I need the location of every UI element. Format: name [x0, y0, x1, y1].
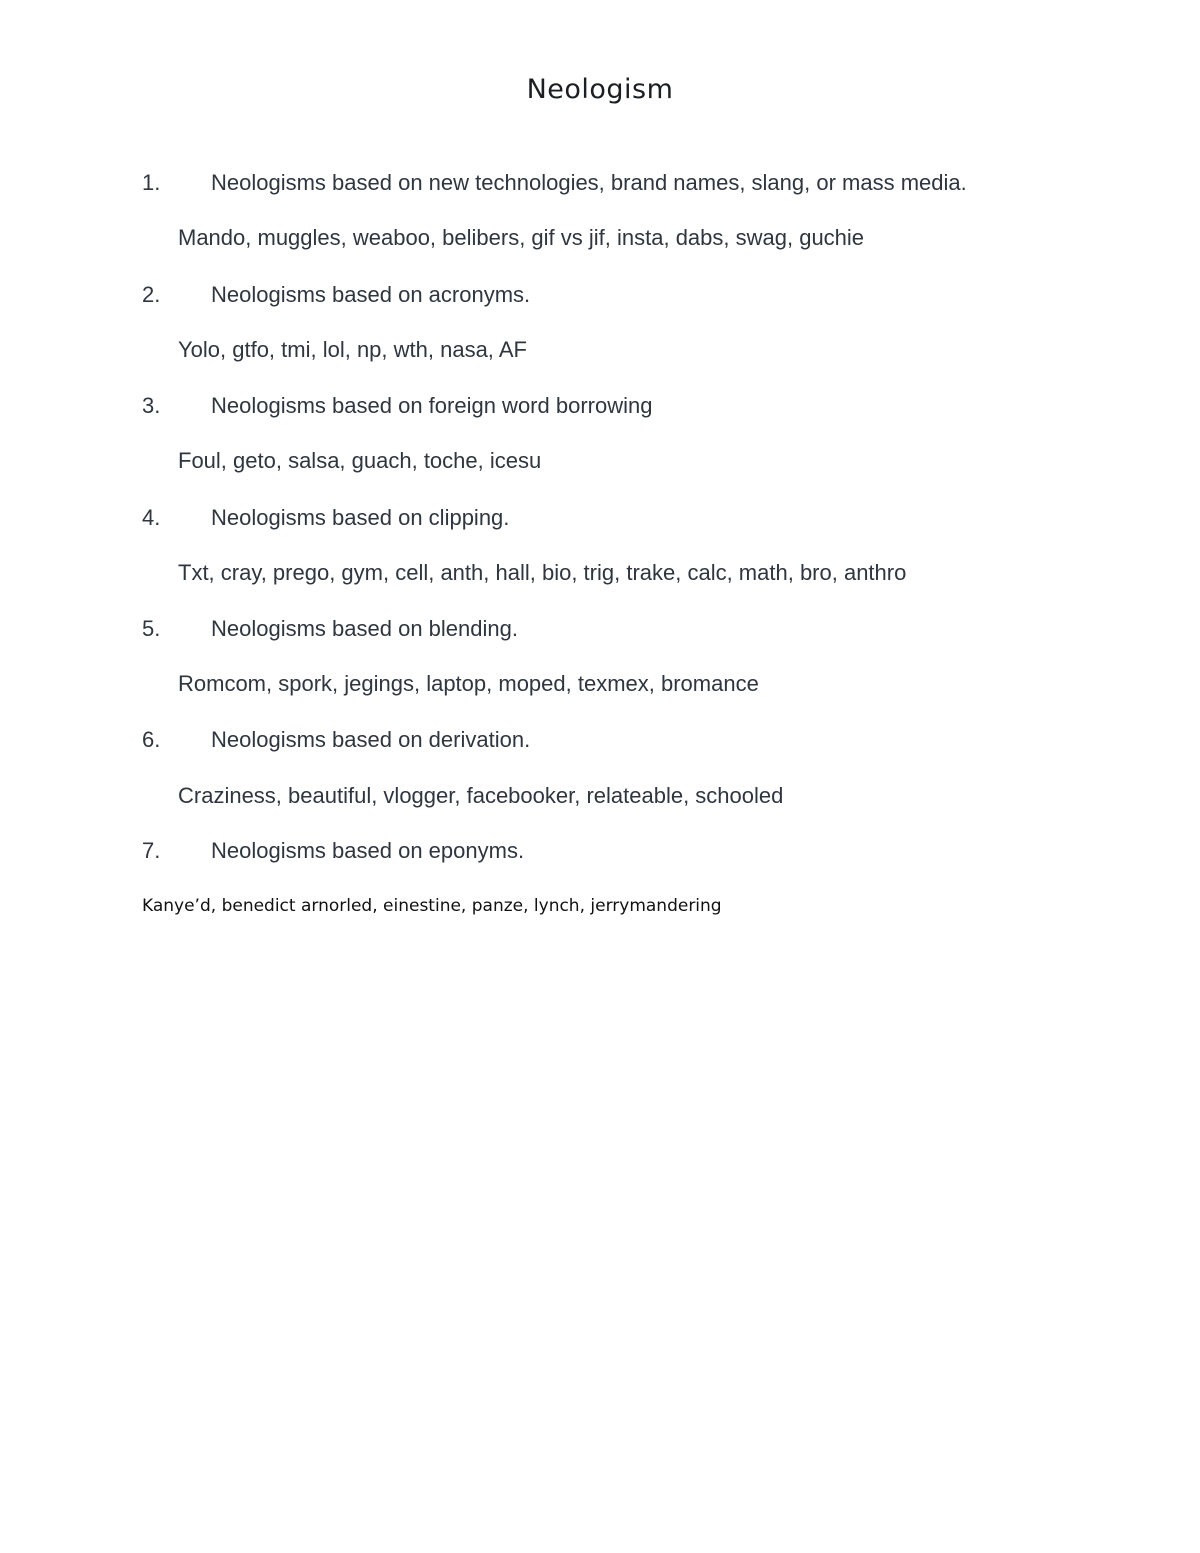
list-item-heading-text: Neologisms based on acronyms.: [211, 282, 531, 307]
list-item-number: 5.: [142, 616, 161, 641]
list-item-number: 1.: [142, 170, 161, 195]
list-item-examples-text: Foul, geto, salsa, guach, toche, icesu: [178, 448, 542, 473]
list-item-heading-text: Neologisms based on new technologies, brand names, slang, or mass media.: [211, 170, 967, 195]
list-item-heading-text: Neologisms based on clipping.: [211, 505, 510, 530]
list-item-examples-text: Craziness, beautiful, vlogger, facebooker, relateable, schooled: [178, 783, 784, 808]
list-item-number: 6.: [142, 727, 161, 752]
list-item-examples-text: Txt, cray, prego, gym, cell, anth, hall, bio, trig, trake, calc, math, bro, anthro: [178, 560, 907, 585]
list-item-number: 3.: [142, 393, 161, 418]
list-item-heading-text: Neologisms based on blending.: [211, 616, 518, 641]
page-title: Neologism: [526, 74, 674, 105]
list-item-heading-text: Neologisms based on derivation.: [211, 727, 531, 752]
list-item-number: 4.: [142, 505, 161, 530]
list-item-number: 7.: [142, 838, 161, 863]
list-item-examples-text: Romcom, spork, jegings, laptop, moped, texmex, bromance: [178, 671, 759, 696]
list-item-examples-text: Mando, muggles, weaboo, belibers, gif vs jif, insta, dabs, swag, guchie: [178, 225, 865, 250]
list-item-heading-text: Neologisms based on eponyms.: [211, 838, 525, 863]
list-item-heading-text: Neologisms based on foreign word borrowing: [211, 393, 653, 418]
list-item-examples-text: Yolo, gtfo, tmi, lol, np, wth, nasa, AF: [178, 337, 527, 362]
list-item-examples-text: Kanye’d, benedict arnorled, einestine, panze, lynch, jerrymandering: [142, 896, 722, 916]
list-item-number: 2.: [142, 282, 161, 307]
